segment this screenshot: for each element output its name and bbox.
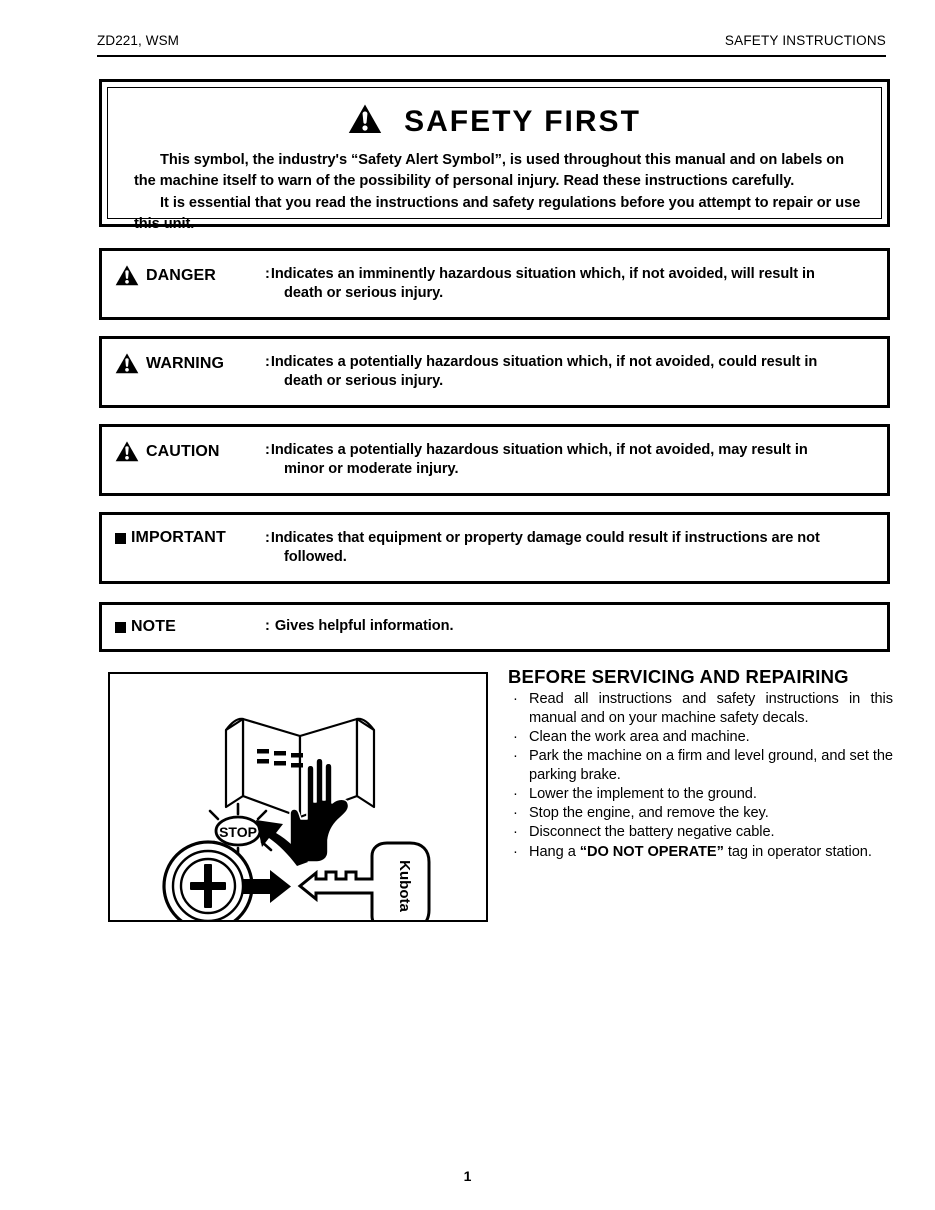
alert-label-note	[115, 618, 265, 636]
header-section-title: SAFETY INSTRUCTIONS	[724, 33, 886, 48]
bullet-icon: ·	[513, 824, 518, 841]
alert-text-line1-warning: Indicates a potentially hazardous situation which, if not avoided, could result in	[270, 354, 818, 370]
safety-first-title-row	[108, 104, 881, 137]
alert-label-important	[115, 529, 265, 547]
safety-first-box	[99, 79, 890, 232]
list-item-text: Stop the engine, and remove the key.	[529, 805, 769, 822]
alert-text-line2-danger: death or serious injury.	[284, 285, 444, 302]
stop-engine-label: STOP	[219, 824, 257, 840]
before-servicing-illustration	[108, 672, 488, 922]
alert-text-line1-important: Indicates that equipment or property damage could result if instructions are not	[270, 530, 820, 546]
alert-label-warning	[115, 353, 265, 374]
before-servicing-section	[508, 666, 893, 862]
safety-alert-triangle-icon	[115, 441, 139, 462]
alert-label-text-note: NOTE	[131, 618, 176, 635]
alert-label-text-warning: WARNING	[146, 354, 225, 372]
bullet-icon: ·	[513, 729, 518, 746]
list-item-text-emphasis: “DO NOT OPERATE”	[579, 843, 724, 860]
list-item-text: Clean the work area and machine.	[529, 729, 750, 746]
alert-text-note	[265, 617, 873, 636]
safety-first-paragraph-1: This symbol, the industry's “Safety Alert Symbol”, is used throughout this manual and on labels on the machine itself to warn of the possibility of personal injury. Read these instructions carefully.	[134, 152, 845, 190]
list-item	[508, 843, 893, 862]
before-servicing-heading: BEFORE SERVICING AND REPAIRING	[508, 666, 849, 687]
alert-text-line2-warning: death or serious injury.	[284, 373, 444, 390]
alert-label-caution	[115, 441, 265, 462]
alert-text-line2-caution: minor or moderate injury.	[284, 461, 459, 478]
alert-colon-warning: :	[265, 354, 270, 370]
alert-label-text-danger: DANGER	[146, 266, 216, 284]
alert-text-line2-important: followed.	[284, 549, 347, 566]
list-item-text-pre: Hang a	[529, 843, 580, 860]
alert-text-caution	[265, 441, 873, 480]
list-item-text: Lower the implement to the ground.	[529, 786, 757, 803]
safety-first-inner-border	[107, 87, 882, 232]
safety-first-body	[134, 150, 861, 235]
header-model-label: ZD221, WSM	[97, 33, 180, 48]
alert-box-warning	[99, 336, 890, 408]
alert-box-danger	[99, 248, 890, 320]
alert-colon-important: :	[265, 530, 270, 546]
alert-text-line1-note: Gives helpful information.	[274, 618, 454, 635]
list-item	[508, 747, 893, 784]
alert-text-line1-caution: Indicates a potentially hazardous situation which, if not avoided, may result in	[270, 442, 808, 458]
list-item	[508, 728, 893, 747]
list-item	[508, 804, 893, 823]
list-item-text: Read all instructions and safety instructions in this manual and on your machine safety decals.	[529, 691, 893, 726]
open-manual-icon	[226, 719, 374, 817]
page-header	[97, 33, 886, 57]
alert-text-important	[265, 529, 873, 568]
alert-colon-caution: :	[265, 442, 270, 458]
list-item	[508, 823, 893, 842]
alert-text-line1-danger: Indicates an imminently hazardous situation which, if not avoided, will result in	[270, 266, 815, 282]
page-number: 1	[463, 1168, 472, 1184]
safety-first-title: SAFETY FIRST	[404, 105, 641, 138]
safety-alert-triangle-icon	[348, 104, 382, 134]
header-divider	[97, 55, 886, 57]
before-servicing-list	[508, 690, 893, 861]
bullet-icon: ·	[513, 843, 518, 860]
list-item-text: Disconnect the battery negative cable.	[529, 824, 775, 841]
filled-square-icon	[115, 622, 126, 633]
alert-box-important	[99, 512, 890, 584]
alert-label-text-important: IMPORTANT	[131, 529, 226, 546]
safety-first-paragraph-2: It is essential that you read the instructions and safety regulations before you attempt to repair or use this unit.	[134, 194, 861, 232]
alert-colon-danger: :	[265, 266, 270, 282]
bullet-icon: ·	[513, 691, 518, 708]
bullet-icon: ·	[513, 805, 518, 822]
ignition-switch-icon	[164, 842, 252, 920]
alert-text-danger	[265, 265, 873, 304]
alert-label-danger	[115, 265, 265, 286]
alert-box-caution	[99, 424, 890, 496]
kubota-key-brand-label: Kubota	[396, 860, 413, 912]
list-item	[508, 690, 893, 727]
list-item-text-post: tag in operator station.	[723, 843, 872, 860]
bullet-icon: ·	[513, 786, 518, 803]
safety-alert-triangle-icon	[115, 265, 139, 286]
list-item	[508, 785, 893, 804]
safety-alert-triangle-icon	[115, 353, 139, 374]
list-item-text: Park the machine on a firm and level ground, and set the parking brake.	[529, 748, 893, 783]
filled-square-icon	[115, 533, 126, 544]
alert-box-note	[99, 602, 890, 652]
bullet-icon: ·	[513, 748, 518, 765]
alert-text-warning	[265, 353, 873, 392]
alert-colon-note: :	[265, 618, 270, 635]
alert-label-text-caution: CAUTION	[146, 442, 220, 460]
